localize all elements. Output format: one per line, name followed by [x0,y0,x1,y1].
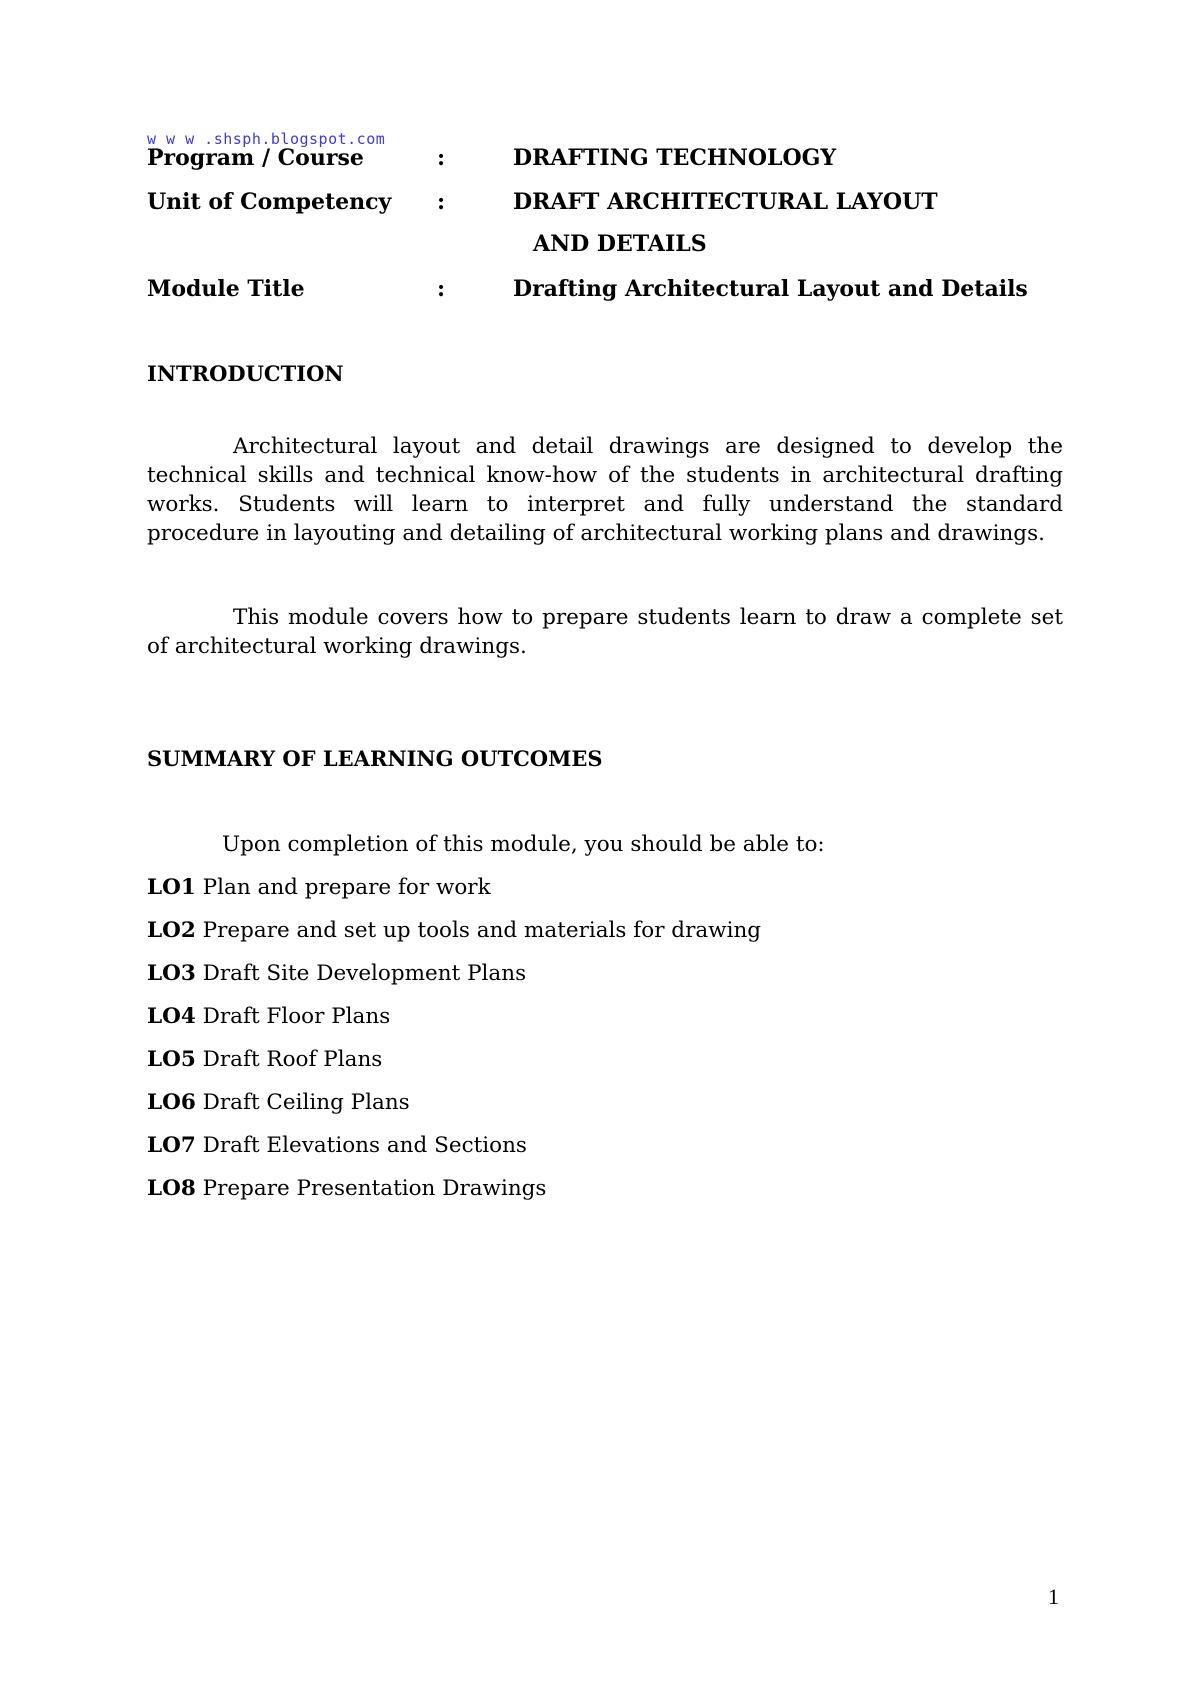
outcome-code: LO4 [147,1004,196,1029]
summary-heading: SUMMARY OF LEARNING OUTCOMES [147,746,603,771]
outcome-text: Draft Elevations and Sections [202,1133,527,1158]
intro-paragraph: This module covers how to prepare students learn to draw a complete set of architectural working drawings. [147,605,1063,659]
header-value: DRAFT ARCHITECTURAL LAYOUT [513,189,938,215]
outcome-code: LO5 [147,1047,196,1072]
introduction-heading: INTRODUCTION [147,361,344,386]
learning-outcome [147,1132,527,1160]
header-colon: : [437,145,446,171]
outcome-text: Prepare and set up tools and materials for drawing [202,918,762,943]
header-label: Unit of Competency [147,189,392,215]
header-label: Program / Course [147,145,364,171]
learning-outcome [147,1046,382,1074]
intro-paragraph: Architectural layout and detail drawings are designed to develop the technical skills and technical know-how of the students in architectural drafting works. Students will learn to interpret and fully understand the standard procedure in layouting and detailing of architectural working plans and drawings. [147,434,1063,546]
learning-outcome [147,917,761,945]
learning-outcome [147,1089,410,1117]
outcome-code: LO7 [147,1133,196,1158]
outcome-code: LO3 [147,961,196,986]
learning-outcome [147,1003,390,1031]
outcome-text: Draft Roof Plans [202,1047,383,1072]
summary-intro: Upon completion of this module, you should be able to: [222,832,825,857]
header-value: Drafting Architectural Layout and Details [513,276,1028,302]
outcome-code: LO1 [147,875,196,900]
outcome-code: LO2 [147,918,196,943]
header-colon: : [437,276,446,302]
blog-url: w w w .shsph.blogspot.com [147,130,386,148]
page-number: 1 [1048,1584,1059,1609]
header-value-continued: AND DETAILS [533,231,707,257]
outcome-text: Plan and prepare for work [202,875,491,900]
header-value: DRAFTING TECHNOLOGY [513,145,837,171]
learning-outcome [147,960,526,988]
learning-outcome [147,874,491,902]
outcome-code: LO6 [147,1090,196,1115]
learning-outcome [147,1175,546,1203]
outcome-text: Draft Floor Plans [202,1004,391,1029]
outcome-text: Prepare Presentation Drawings [202,1176,547,1201]
outcome-text: Draft Site Development Plans [202,961,527,986]
outcome-text: Draft Ceiling Plans [202,1090,410,1115]
outcome-code: LO8 [147,1176,196,1201]
header-label: Module Title [147,276,305,302]
header-colon: : [437,189,446,215]
